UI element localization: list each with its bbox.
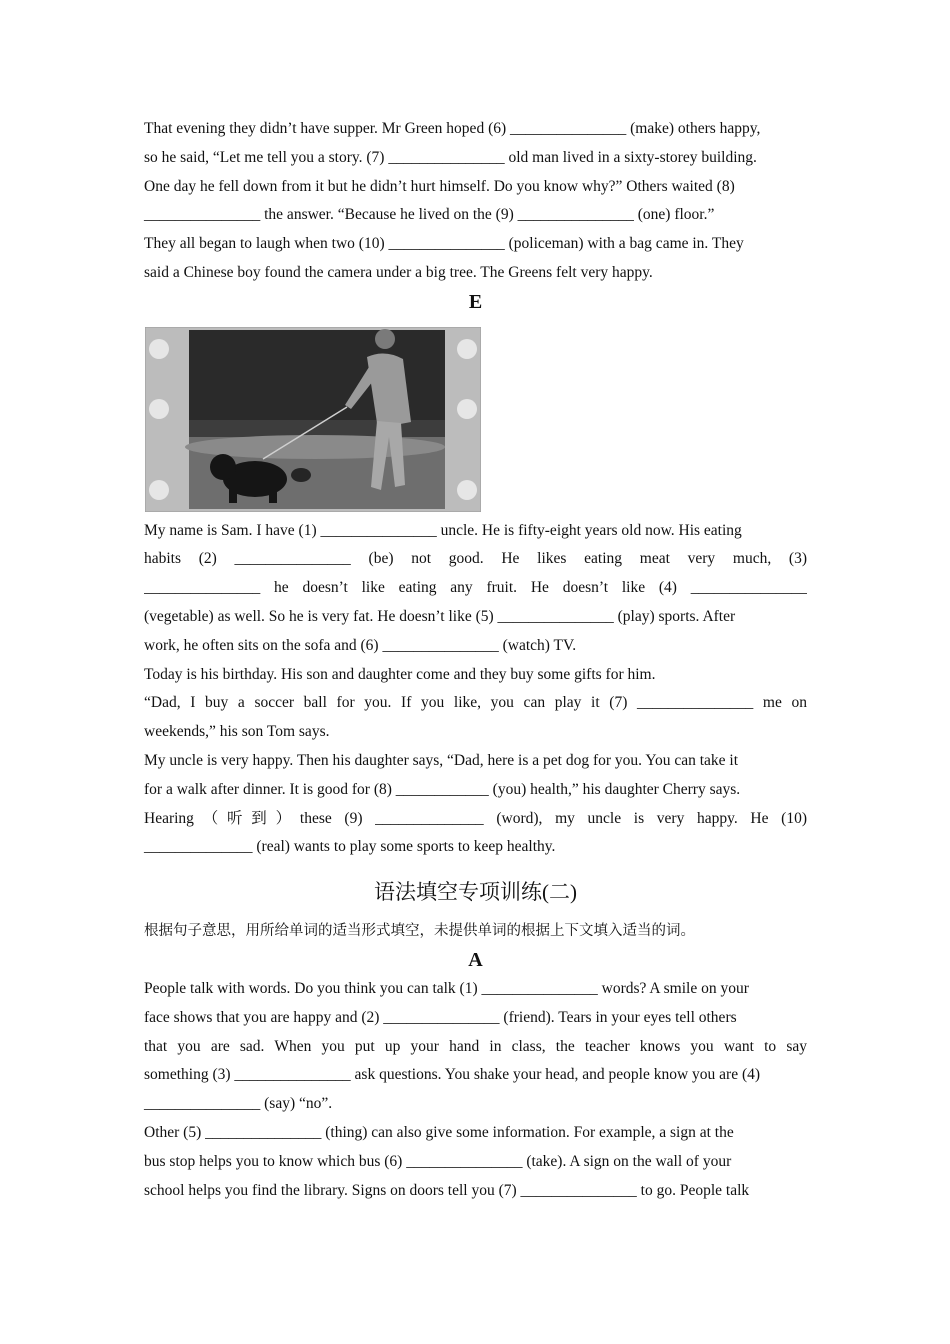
text-line: school helps you find the library. Signs on doors tell you (7) _______________ to go. People talk xyxy=(144,1181,750,1199)
passage-a xyxy=(144,975,807,1205)
passage-d-continued xyxy=(144,115,807,288)
text-line: for a walk after dinner. It is good for (8) ____________ (you) health,” his daughter Cherry says. xyxy=(144,780,741,798)
text-line: They all began to laugh when two (10) _______________ (policeman) with a bag came in. They xyxy=(144,235,744,253)
passage-e xyxy=(144,517,807,863)
instruction-text: 根据句子意思，用所给单词的适当形式填空，未提供单词的根据上下文填入适当的词。 xyxy=(144,923,695,940)
text-line: People talk with words. Do you think you can talk (1) _______________ words? A smile on your xyxy=(144,979,749,997)
text-line: work, he often sits on the sofa and (6) _______________ (watch) TV. xyxy=(144,636,577,654)
photo-container xyxy=(144,317,807,517)
text-line: bus stop helps you to know which bus (6) _______________ (take). A sign on the wall of your xyxy=(144,1152,732,1170)
exercise-title: 语法填空专项训练(二) xyxy=(374,880,577,905)
text-line: said a Chinese boy found the camera under a big tree. The Greens felt very happy. xyxy=(144,263,653,281)
text-line: That evening they didn’t have supper. Mr Green hoped (6) _______________ (make) others happy, xyxy=(144,120,761,137)
text-line: Other (5) _______________ (thing) can also give some information. For example, a sign at the xyxy=(144,1123,734,1141)
text-line: something (3) _______________ ask questions. You shake your head, and people know you are (4) xyxy=(144,1066,761,1084)
text-line: My name is Sam. I have (1) _______________ uncle. He is fifty-eight years old now. His eating xyxy=(144,521,742,539)
text-line: Today is his birthday. His son and daughter come and they buy some gifts for him. xyxy=(144,665,656,683)
text-line: weekends,” his son Tom says. xyxy=(144,723,330,741)
text-line: Hearing（听到）these (9) ______________ (word), my uncle is very happy. He (10) xyxy=(144,809,807,827)
section-heading-a: A xyxy=(468,949,483,972)
text-line: “Dad, I buy a soccer ball for you. If you like, you can play it (7) _______________ me on xyxy=(144,694,807,712)
text-line: (vegetable) as well. So he is very fat. He doesn’t like (5) _______________ (play) sports. After xyxy=(144,607,736,625)
text-line: habits (2) _______________ (be) not good. He likes eating meat very much, (3) xyxy=(144,550,807,568)
text-line: _______________ he doesn’t like eating any fruit. He doesn’t like (4) _______________ xyxy=(144,579,807,597)
text-line: that you are sad. When you put up your hand in class, the teacher knows you want to say xyxy=(144,1037,807,1055)
section-heading-e: E xyxy=(468,290,483,313)
text-line: _______________ the answer. “Because he lived on the (9) _______________ (one) floor.” xyxy=(144,206,715,224)
worksheet-page xyxy=(144,115,807,1205)
man-walking-dog-photo xyxy=(145,327,481,512)
text-line: so he said, “Let me tell you a story. (7) _______________ old man lived in a sixty-storey building. xyxy=(144,148,757,166)
text-line: One day he fell down from it but he didn’t hurt himself. Do you know why?” Others waited (8) xyxy=(144,177,735,195)
text-line: ______________ (real) wants to play some sports to keep healthy. xyxy=(144,838,556,856)
text-line: My uncle is very happy. Then his daughter says, “Dad, here is a pet dog for you. You can take it xyxy=(144,751,739,769)
text-line: _______________ (say) “no”. xyxy=(144,1095,333,1113)
text-line: face shows that you are happy and (2) _______________ (friend). Tears in your eyes tell others xyxy=(144,1008,737,1026)
